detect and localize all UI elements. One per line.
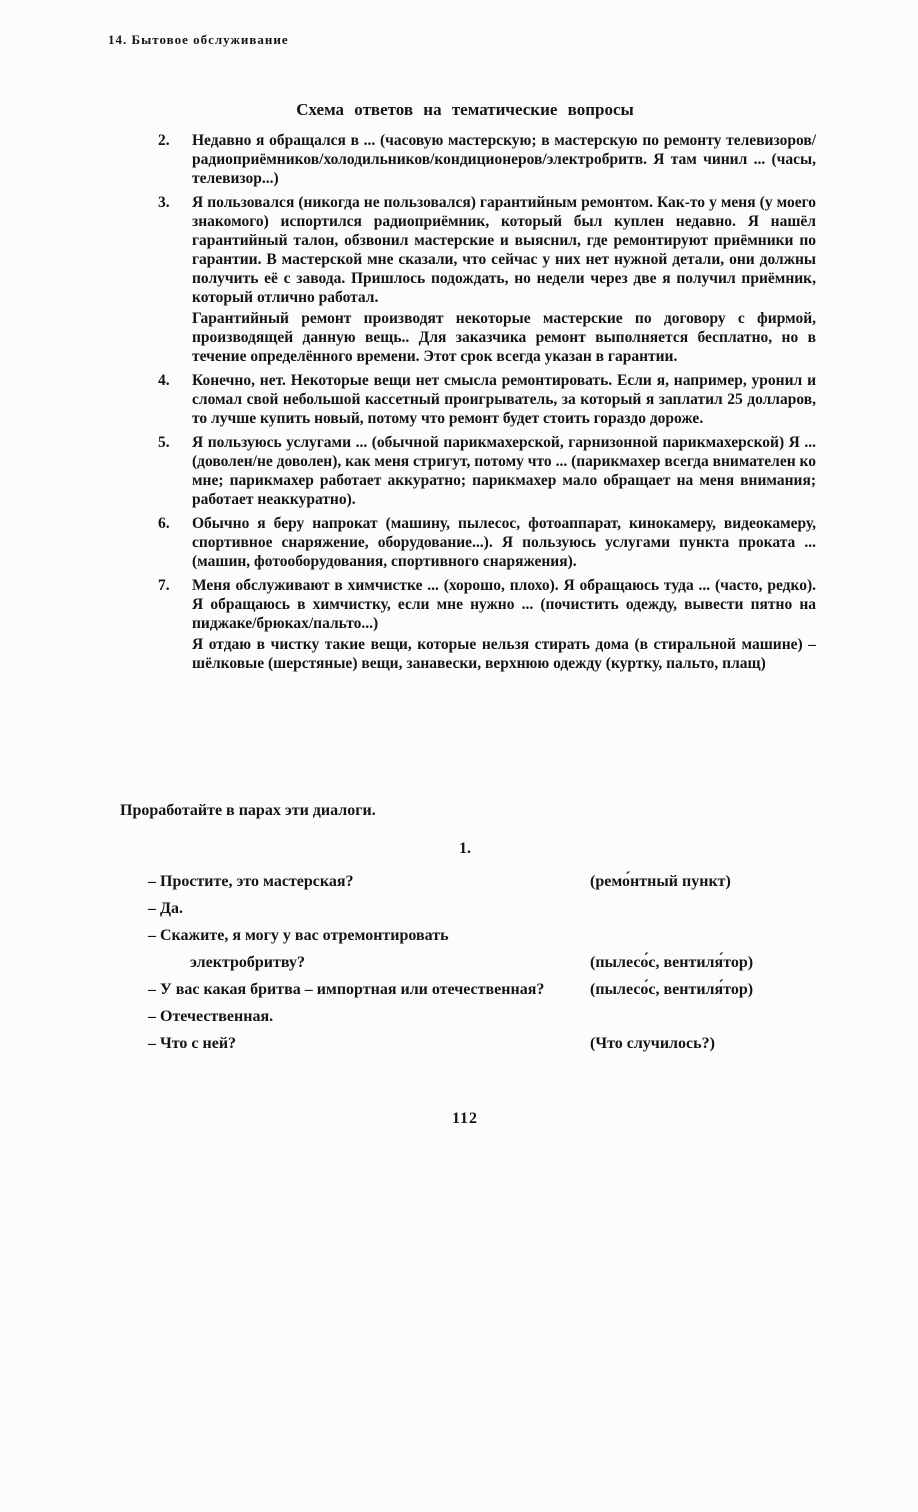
item-body <box>192 131 816 190</box>
item-number: 2. <box>158 132 170 149</box>
item-body <box>192 371 816 430</box>
paragraph: Гарантийный ремонт производят некоторые мастерские по договору с фирмой, производящей данную вещь.. Для заказчика ремонт выполняется бесплатно, но в течение определённого времени. Этот срок всегда указан в гарантии. <box>192 310 816 365</box>
item-number: 7. <box>158 577 170 594</box>
paragraph: Меня обслуживают в химчистке ... (хорошо, плохо). Я обращаюсь туда ... (часто, редко). Я обращаюсь в химчистку, если мне нужно ... (почистить одежду, вывести пятно на пиджаке/брюках/пальто...) <box>192 577 816 632</box>
item-number: 5. <box>158 434 170 451</box>
dialogue-line: – Скажите, я могу у вас отремонтировать электробритву? <box>148 927 449 971</box>
item-number: 4. <box>158 372 170 389</box>
dialogue-note: (пылесо́с, вентиля́тор) <box>590 954 754 971</box>
dialogue-row <box>148 1030 715 1057</box>
dialogue-line: – Простите, это мастерская? <box>148 873 354 890</box>
paragraph: Я пользуюсь услугами ... (обычной парикмахерской, гарнизонной парикмахерской) Я ... (доволен/не доволен), как меня стригут, потому что ... (парикмахер всегда внимателен ко мне; парикмахер работает аккуратно; парикмахер мало обращает на меня внимания; работает неаккуратно). <box>192 434 816 508</box>
dialogue-note: (ремо́нтный пункт) <box>590 873 731 890</box>
list-item <box>158 576 816 675</box>
answer-scheme-list <box>158 131 816 678</box>
dialogue-block <box>148 868 848 1057</box>
paragraph: Обычно я беру напрокат (машину, пылесос, фотоаппарат, кинокамеру, видеокамеру, спортивное снаряжение, оборудование...). Я пользуюсь услугами пункта проката ... (машин, фотооборудования, спортивного снаряжения). <box>192 515 816 570</box>
paragraph: Конечно, нет. Некоторые вещи нет смысла ремонтировать. Если я, например, уронил и сломал свой небольшой кассетный проигрыватель, за который я заплатил 25 долларов, то лучше купить новый, потому что ремонт будет стоить гораздо дороже. <box>192 372 816 427</box>
dialogue-row <box>148 1003 548 1030</box>
dialogue-line: – Что с ней? <box>148 1035 237 1052</box>
list-item <box>158 131 816 190</box>
page-number: 112 <box>451 1110 479 1127</box>
dialogue-number: 1. <box>459 840 471 857</box>
item-body <box>192 514 816 573</box>
dialogue-row <box>148 868 731 895</box>
item-body <box>192 433 816 511</box>
dialogue-row <box>148 895 548 922</box>
running-header: 14. Бытовое обслуживание <box>108 32 289 47</box>
paragraph: Недавно я обращался в ... (часовую мастерскую; в мастерскую по ремонту телевизоров/радиоприёмников/холодильников/кондиционеров/электробритв. Я там чинил ... (часы, телевизор...) <box>192 132 816 187</box>
dialogue-row <box>148 976 754 1003</box>
dialogue-note: (пылесо́с, вентиля́тор) <box>590 981 754 998</box>
list-item <box>158 193 816 368</box>
list-item <box>158 514 816 573</box>
item-body <box>192 576 816 675</box>
paragraph: Я отдаю в чистку такие вещи, которые нельзя стирать дома (в стиральной машине) – шёлковые (шерстяные) вещи, занавески, верхнюю одежду (куртку, пальто, плащ) <box>192 636 816 672</box>
item-number: 3. <box>158 194 170 211</box>
dialogue-line: – Отечественная. <box>148 1008 274 1025</box>
item-body <box>192 193 816 368</box>
dialogue-line: – Да. <box>148 900 184 917</box>
dialogue-line: – У вас какая бритва – импортная или отечественная? <box>148 981 545 998</box>
paragraph: Я пользовался (никогда не пользовался) гарантийным ремонтом. Как-то у меня (у моего знакомого) испортился радиоприёмник, который был куплен недавно. Я нашёл гарантийный талон, обзвонил мастерские и выяснил, где ремонтируют приёмники по гарантии. В мастерской мне сказали, что сейчас у них нет нужной детали, они должны получить её с завода. Пришлось подождать, но недели через две я получил приёмник, который отлично работал. <box>192 194 816 306</box>
list-item <box>158 433 816 511</box>
item-number: 6. <box>158 515 170 532</box>
page-title: Схема ответов на тематические вопросы <box>296 100 634 119</box>
list-item <box>158 371 816 430</box>
dialogue-row <box>148 922 754 976</box>
dialogue-note: (Что случилось?) <box>590 1035 715 1052</box>
instruction-text: Проработайте в парах эти диалоги. <box>120 802 376 819</box>
